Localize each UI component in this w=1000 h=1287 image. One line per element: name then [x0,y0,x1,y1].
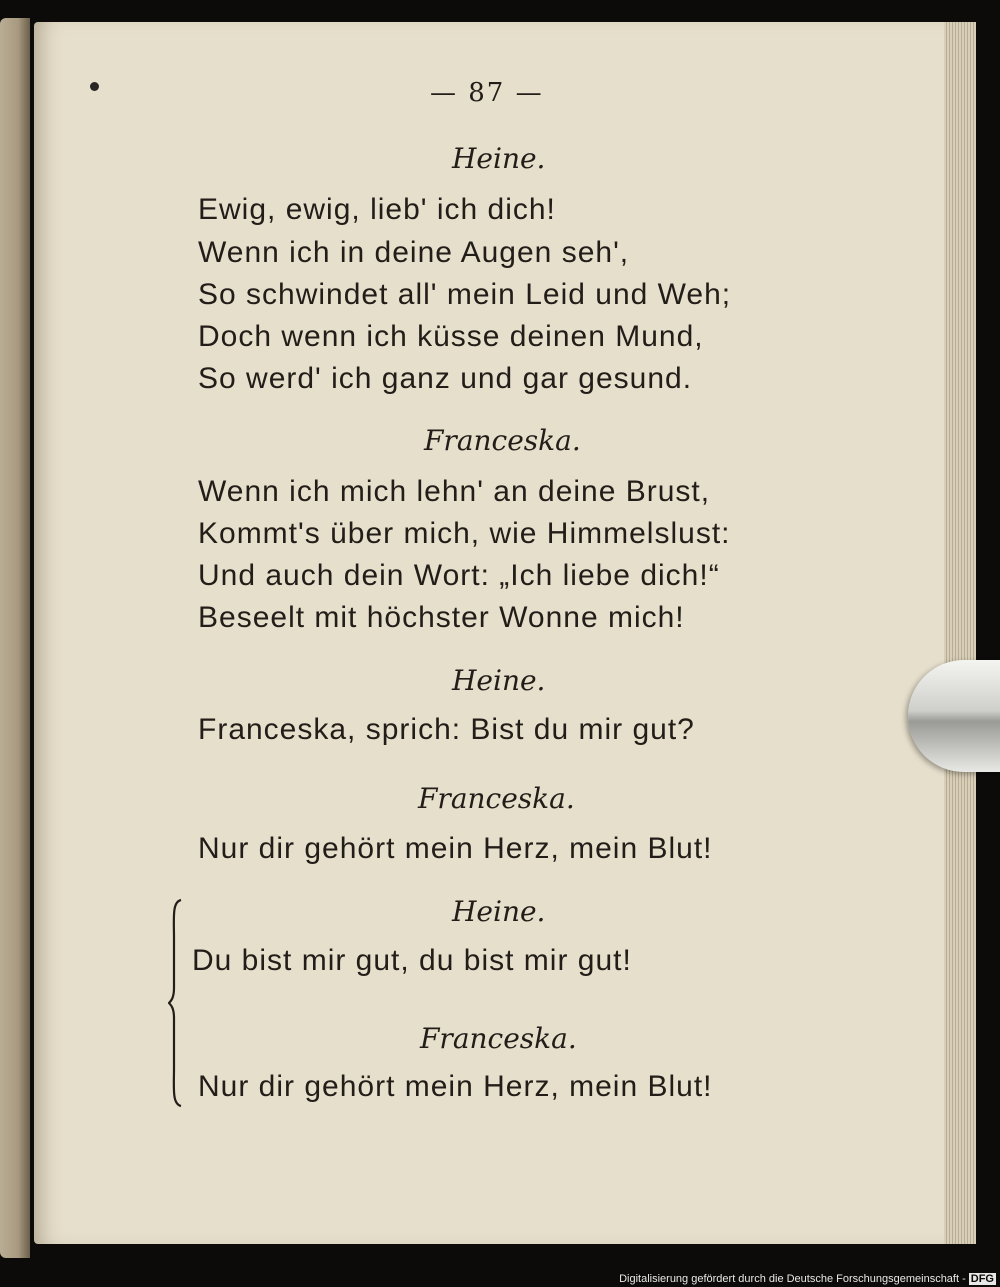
verse-line: Nur dir gehört mein Herz, mein Blut! [198,832,713,865]
dfg-logo: DFG [970,1273,994,1285]
verse-line: Wenn ich mich lehn' an deine Brust, [198,475,711,508]
verse-line: Und auch dein Wort: „Ich liebe dich!“ [198,559,720,592]
verse-line: Doch wenn ich küsse deinen Mund, [198,320,704,353]
speaker-heading: Franceska. [424,424,581,457]
digitization-credit [619,1273,996,1285]
verse-line: Nur dir gehört mein Herz, mein Blut! [198,1070,713,1103]
speaker-heading: Heine. [452,895,546,928]
speaker-heading: Franceska. [418,782,575,815]
verse-line: So werd' ich ganz und gar gesund. [198,362,693,395]
page-number: — 87 — [430,78,544,108]
verse-line: Du bist mir gut, du bist mir gut! [192,944,632,977]
verse-line: Beseelt mit höchster Wonne mich! [198,601,685,634]
facing-page-edge [0,18,30,1258]
speaker-heading: Heine. [452,142,546,175]
curly-brace [168,898,182,1108]
speaker-heading: Heine. [452,664,546,697]
verse-line: So schwindet all' mein Leid und Weh; [198,278,732,311]
page-stack-edges [944,22,976,1244]
speaker-heading: Franceska. [420,1022,577,1055]
credit-text: Digitalisierung gefördert durch die Deutsche Forschungsgemeinschaft - [619,1273,966,1285]
verse-line: Wenn ich in deine Augen seh', [198,236,630,269]
verse-line: Kommt's über mich, wie Himmelslust: [198,517,731,550]
verse-line: Franceska, sprich: Bist du mir gut? [198,713,695,746]
verse-line: Ewig, ewig, lieb' ich dich! [198,193,556,226]
ink-spot [90,82,99,91]
